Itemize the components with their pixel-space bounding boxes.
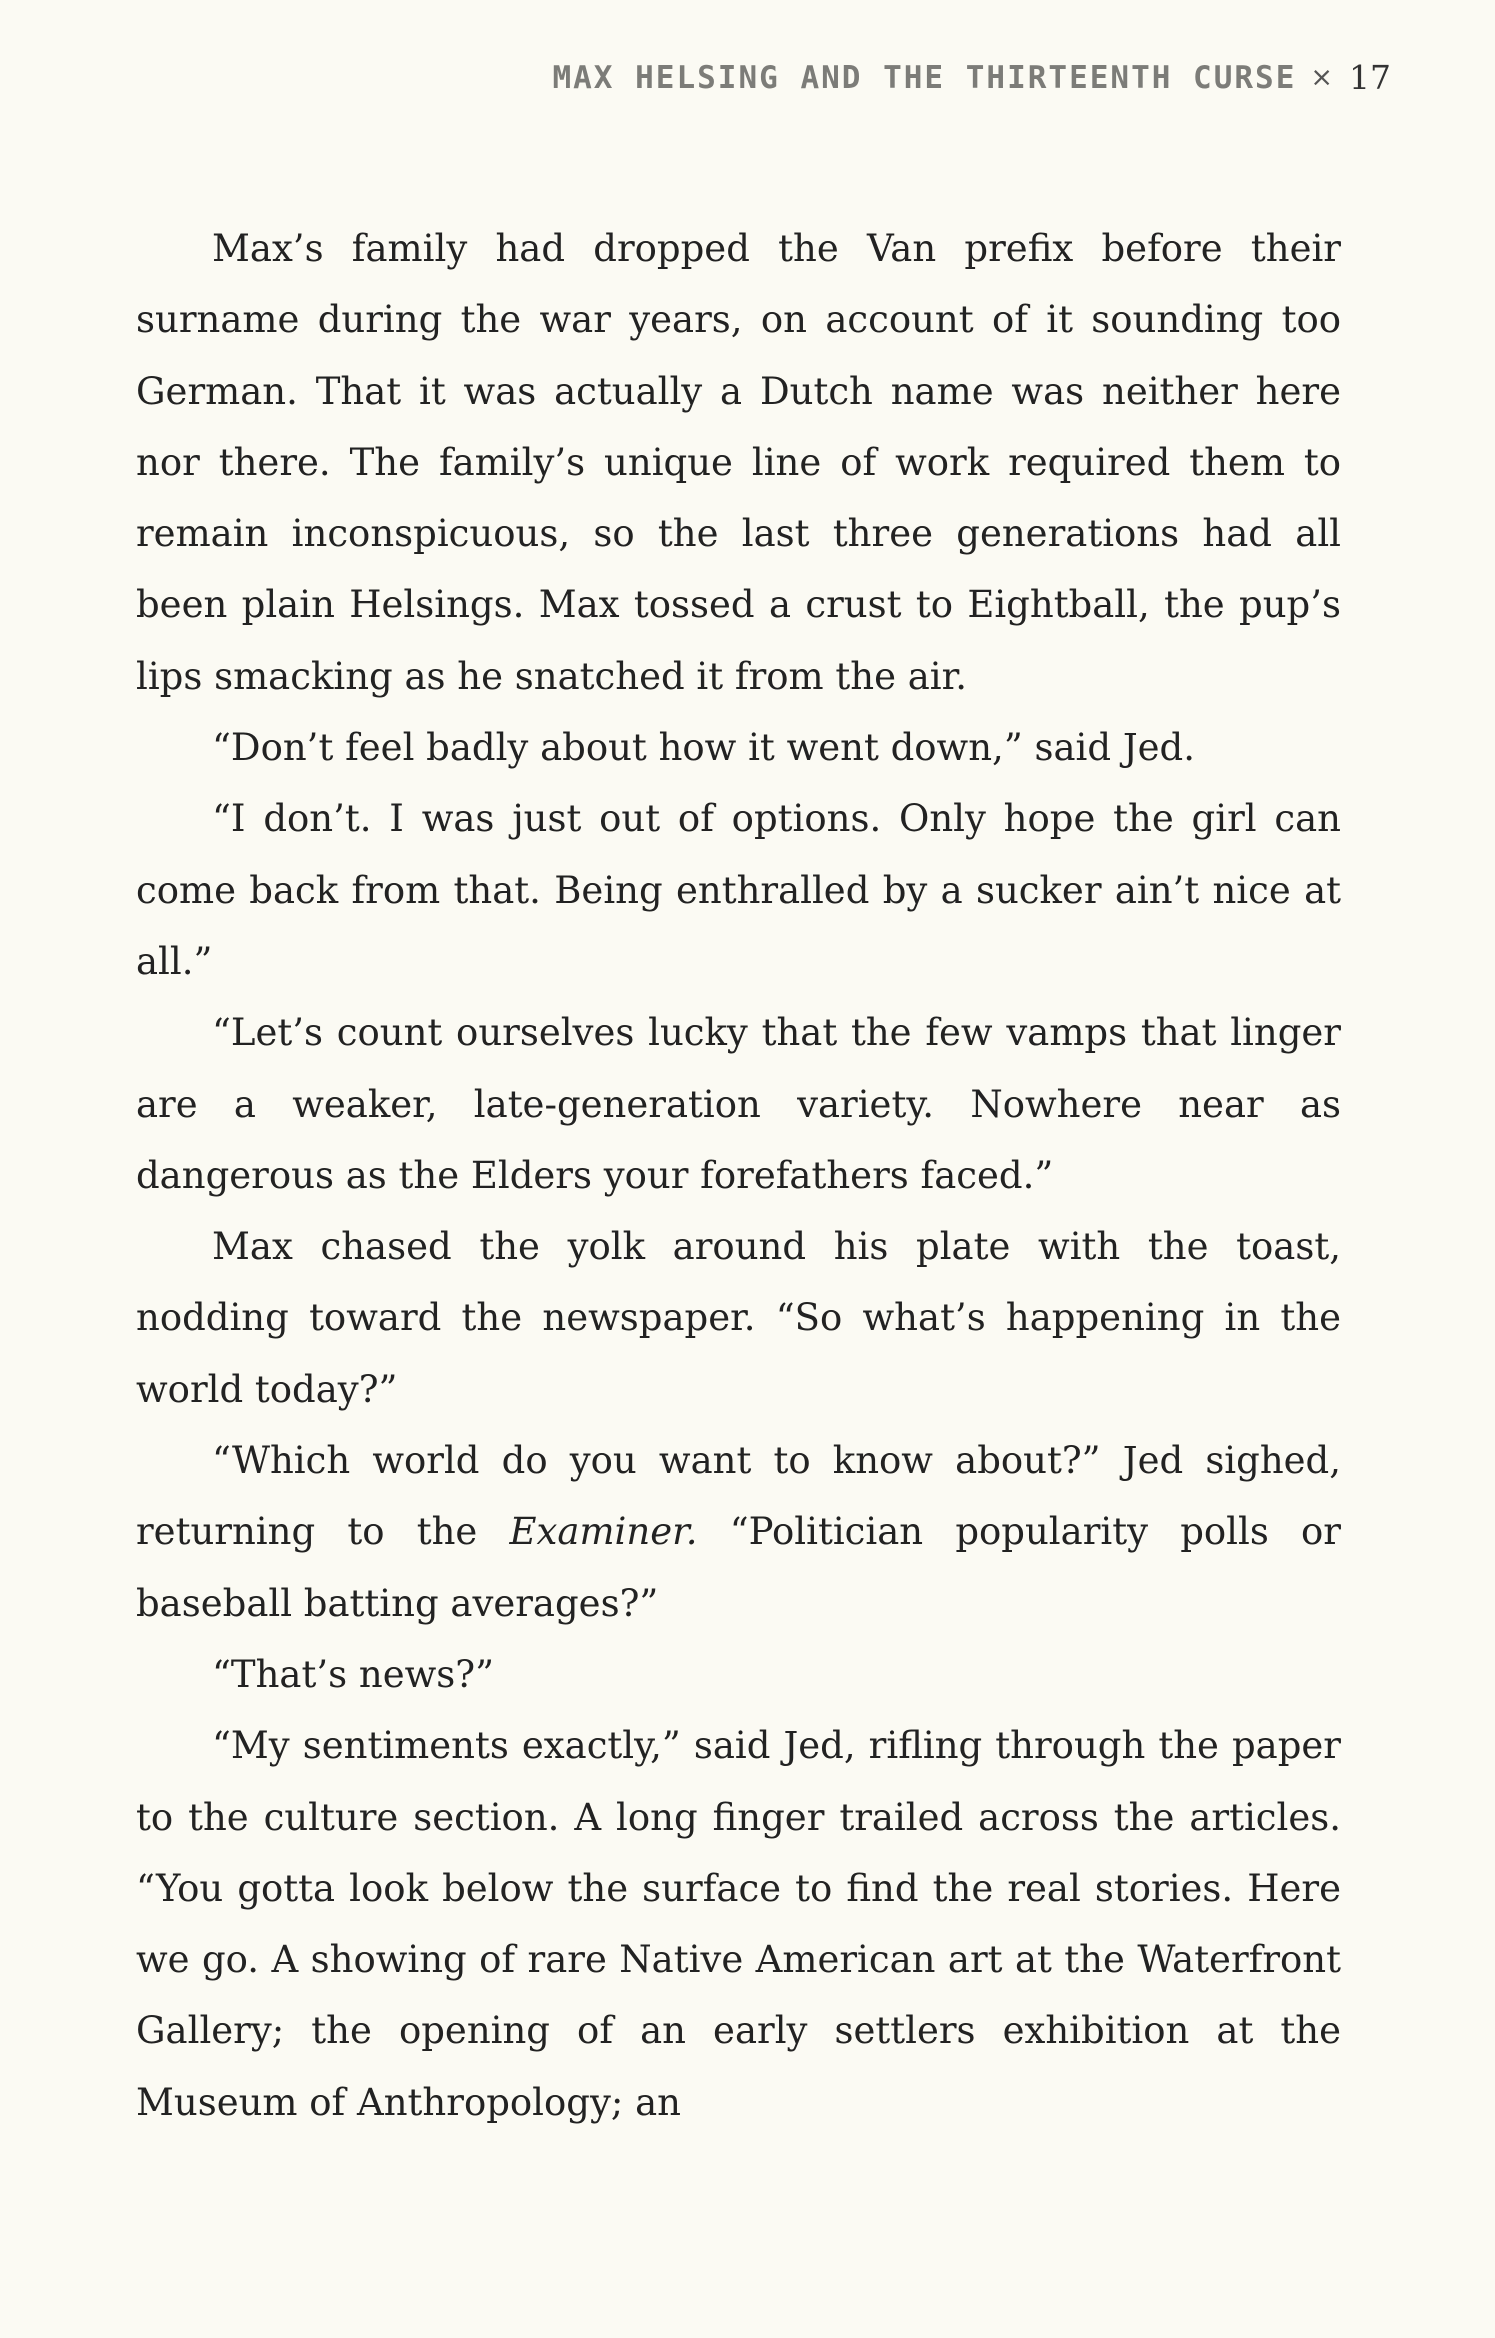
paragraph-text: “My sentiments exactly,” said Jed, rifling through the paper to the culture section. A long finger trailed across the articles. “You gotta look below the surface to find the real stories. Here we go. A showing of rare Native American art at the Waterfront Gallery; the opening of an early settlers exhibition at the Museum of Anthropology; an [136, 1724, 1341, 2124]
paragraph-text: “Politician popularity polls or baseball batting averages?” [136, 1510, 1341, 1625]
paragraph-text: “Don’t feel badly about how it went down,” said Jed. [212, 726, 1195, 770]
paragraph-text: Max chased the yolk around his plate with the toast, nodding toward the newspaper. “So what’s happening in the world today?” [136, 1225, 1341, 1411]
paragraph [136, 1211, 1341, 1425]
running-head-title: MAX HELSING AND THE THIRTEENTH CURSE [552, 59, 1297, 96]
page-number: 17 [1349, 58, 1391, 97]
paragraph-text: “Let’s count ourselves lucky that the few vamps that linger are a weaker, late-generation variety. Nowhere near as dangerous as the Elders your forefathers faced.” [136, 1011, 1341, 1197]
paragraph [136, 997, 1341, 1211]
paragraph-text: “That’s news?” [212, 1652, 494, 1696]
italic-text: Examiner. [509, 1510, 698, 1554]
paragraph [136, 783, 1341, 997]
running-head-separator: × [1310, 62, 1333, 93]
paragraph-text: “Which world do you want to know about?” Jed sighed, returning to the [136, 1439, 1341, 1554]
paragraph [136, 1639, 1341, 1710]
paragraph [136, 213, 1341, 712]
paragraph [136, 712, 1341, 783]
running-head [552, 58, 1391, 97]
paragraph [136, 1425, 1341, 1639]
paragraph [136, 1710, 1341, 2138]
paragraph-text: “I don’t. I was just out of options. Only hope the girl can come back from that. Being enthralled by a sucker ain’t nice at all.” [136, 797, 1341, 983]
paragraph-text: Max’s family had dropped the Van prefix before their surname during the war years, on account of it sounding too German. That it was actually a Dutch name was neither here nor there. The family’s unique line of work required them to remain inconspicuous, so the last three generations had all been plain Helsings. Max tossed a crust to Eightball, the pup’s lips smacking as he snatched it from the air. [136, 227, 1341, 698]
body-text [136, 213, 1341, 2138]
